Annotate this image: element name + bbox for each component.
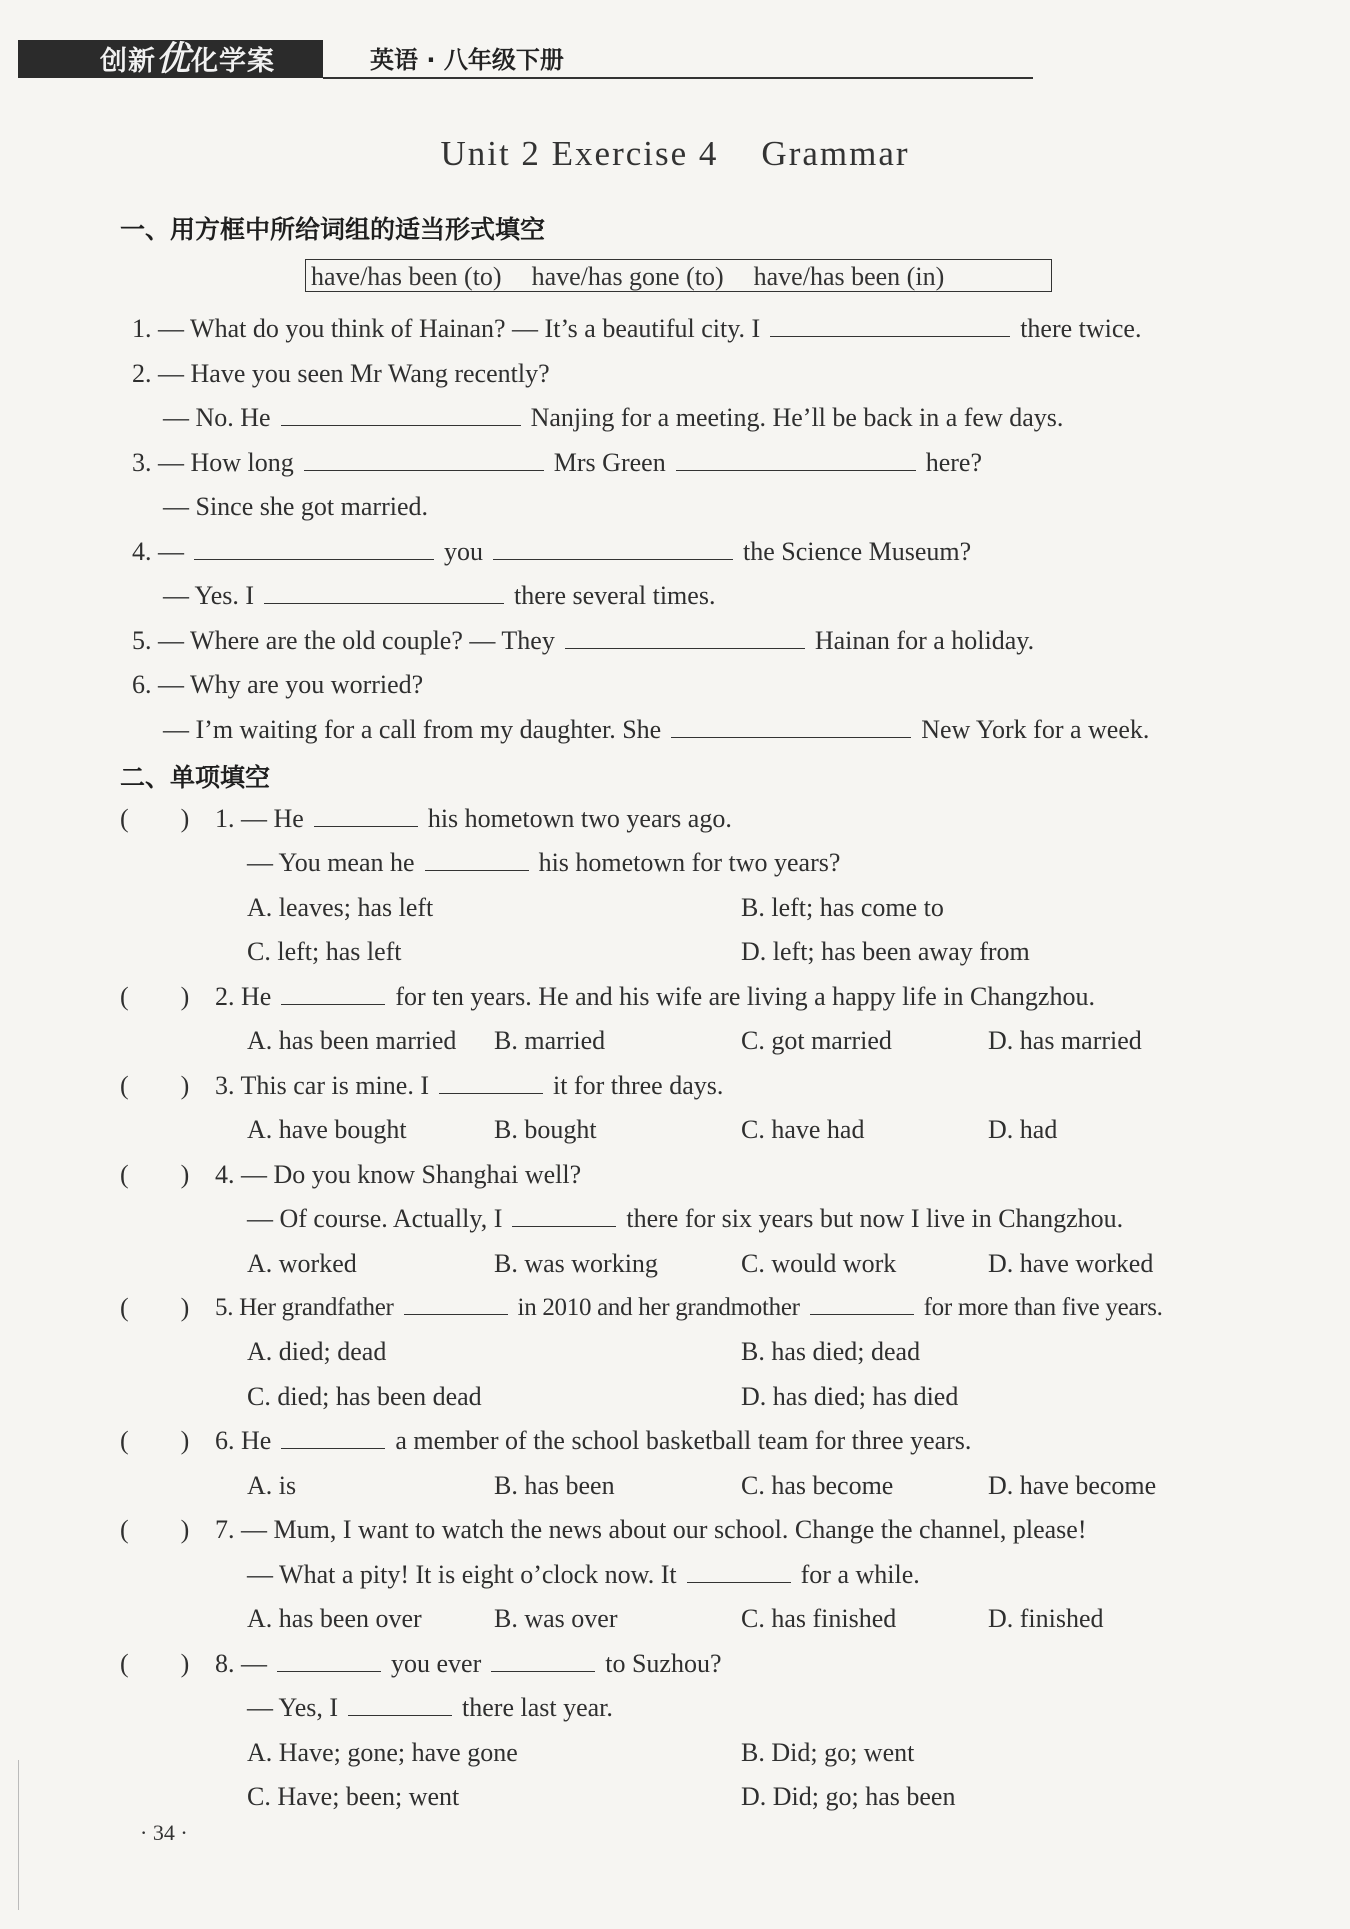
answer-paren[interactable]: ( ) xyxy=(120,1649,190,1678)
q8-option-a: A. Have; gone; have gone xyxy=(247,1738,518,1767)
q2-option-d: D. has married xyxy=(988,1026,1142,1055)
q6-option-b: B. has been xyxy=(494,1471,615,1500)
s1-item-5: 5. — Where are the old couple? — They Hainan for a holiday. xyxy=(132,626,1035,655)
q2-option-b: B. married xyxy=(494,1026,606,1055)
answer-blank[interactable] xyxy=(404,1292,508,1315)
q4-option-d: D. have worked xyxy=(988,1249,1154,1278)
answer-paren[interactable]: ( ) xyxy=(120,1071,190,1100)
s1-item-3-answer: — Since she got married. xyxy=(163,492,428,521)
q6-option-d: D. have become xyxy=(988,1471,1157,1500)
q5-option-d: D. has died; has died xyxy=(741,1382,959,1411)
q4-option-a: A. worked xyxy=(247,1249,357,1278)
answer-paren[interactable]: ( ) xyxy=(120,1426,190,1455)
answer-blank[interactable] xyxy=(810,1292,914,1315)
brand-logo: 创新优化学案 xyxy=(100,39,275,79)
s1-item-6: 6. — Why are you worried? xyxy=(132,670,424,699)
header-rule xyxy=(323,77,1033,79)
answer-blank[interactable] xyxy=(348,1693,452,1716)
q2-option-a: A. has been married xyxy=(247,1026,457,1055)
q7-stem: 7. — Mum, I want to watch the news about our school. Change the channel, please! xyxy=(215,1515,1087,1544)
page-number: · 34 · xyxy=(140,1820,188,1845)
q8-option-c: C. Have; been; went xyxy=(247,1782,460,1811)
answer-blank[interactable] xyxy=(281,1426,385,1449)
q1-option-c: C. left; has left xyxy=(247,937,402,966)
s1-item-3: 3. — How long Mrs Green here? xyxy=(132,448,982,477)
q1-option-d: D. left; has been away from xyxy=(741,937,1030,966)
answer-blank[interactable] xyxy=(277,1649,381,1672)
q7-stem2: — What a pity! It is eight o’clock now. It for a while. xyxy=(247,1560,920,1589)
q1-stem: 1. — He his hometown two years ago. xyxy=(215,804,732,833)
page-title: Unit 2 Exercise 4 Grammar xyxy=(440,134,910,173)
q5-option-c: C. died; has been dead xyxy=(247,1382,482,1411)
q1-stem2: — You mean he his hometown for two years? xyxy=(247,848,841,877)
answer-paren[interactable]: ( ) xyxy=(120,982,190,1011)
answer-blank[interactable] xyxy=(264,581,504,604)
answer-blank[interactable] xyxy=(687,1560,791,1583)
answer-blank[interactable] xyxy=(281,982,385,1005)
q7-option-a: A. has been over xyxy=(247,1604,422,1633)
section2-heading: 二、单项填空 xyxy=(120,763,271,792)
q3-option-c: C. have had xyxy=(741,1115,865,1144)
answer-blank[interactable] xyxy=(671,715,911,738)
answer-blank[interactable] xyxy=(493,537,733,560)
answer-blank[interactable] xyxy=(281,403,521,426)
q8-stem: 8. — you ever to Suzhou? xyxy=(215,1649,722,1678)
answer-blank[interactable] xyxy=(425,848,529,871)
s1-item-4-answer: — Yes. I there several times. xyxy=(163,581,716,610)
answer-paren[interactable]: ( ) xyxy=(120,1160,190,1189)
q8-stem2: — Yes, I there last year. xyxy=(247,1693,613,1722)
q3-stem: 3. This car is mine. I it for three days. xyxy=(215,1071,724,1100)
q4-option-c: C. would work xyxy=(741,1249,897,1278)
q1-option-b: B. left; has come to xyxy=(741,893,944,922)
q4-stem2: — Of course. Actually, I there for six years but now I live in Changzhou. xyxy=(247,1204,1124,1233)
answer-blank[interactable] xyxy=(314,804,418,827)
subject-label: 英语 · 八年级下册 xyxy=(370,46,564,74)
q3-option-a: A. have bought xyxy=(247,1115,407,1144)
q6-stem: 6. He a member of the school basketball team for three years. xyxy=(215,1426,972,1455)
q5-stem: 5. Her grandfather in 2010 and her grandmother for more than five years. xyxy=(215,1294,1163,1321)
q6-option-a: A. is xyxy=(247,1471,297,1500)
page-edge-line xyxy=(18,1760,19,1910)
q4-option-b: B. was working xyxy=(494,1249,658,1278)
answer-blank[interactable] xyxy=(676,448,916,471)
s1-item-4: 4. — you the Science Museum? xyxy=(132,537,972,566)
answer-paren[interactable]: ( ) xyxy=(120,804,190,833)
q2-option-c: C. got married xyxy=(741,1026,892,1055)
q2-stem: 2. He for ten years. He and his wife are living a happy life in Changzhou. xyxy=(215,982,1095,1011)
s1-item-2-answer: — No. He Nanjing for a meeting. He’ll be back in a few days. xyxy=(163,403,1064,432)
q3-option-d: D. had xyxy=(988,1115,1058,1144)
q8-option-d: D. Did; go; has been xyxy=(741,1782,956,1811)
q7-option-c: C. has finished xyxy=(741,1604,897,1633)
answer-blank[interactable] xyxy=(491,1649,595,1672)
q7-option-b: B. was over xyxy=(494,1604,618,1633)
q4-stem: 4. — Do you know Shanghai well? xyxy=(215,1160,582,1189)
answer-paren[interactable]: ( ) xyxy=(120,1293,190,1322)
q1-option-a: A. leaves; has left xyxy=(247,893,434,922)
answer-paren[interactable]: ( ) xyxy=(120,1515,190,1544)
s1-item-2: 2. — Have you seen Mr Wang recently? xyxy=(132,359,550,388)
answer-blank[interactable] xyxy=(304,448,544,471)
answer-blank[interactable] xyxy=(770,314,1010,337)
q7-option-d: D. finished xyxy=(988,1604,1104,1633)
q8-option-b: B. Did; go; went xyxy=(741,1738,915,1767)
q3-option-b: B. bought xyxy=(494,1115,597,1144)
word-box: have/has been (to) have/has gone (to) have/has been (in) xyxy=(305,259,1052,292)
answer-blank[interactable] xyxy=(565,626,805,649)
answer-blank[interactable] xyxy=(439,1071,543,1094)
answer-blank[interactable] xyxy=(194,537,434,560)
answer-blank[interactable] xyxy=(512,1204,616,1227)
q5-option-a: A. died; dead xyxy=(247,1337,387,1366)
q6-option-c: C. has become xyxy=(741,1471,894,1500)
s1-item-1: 1. — What do you think of Hainan? — It’s a beautiful city. I there twice. xyxy=(132,314,1142,343)
q5-option-b: B. has died; dead xyxy=(741,1337,921,1366)
s1-item-6-answer: — I’m waiting for a call from my daughter. She New York for a week. xyxy=(163,715,1150,744)
section1-heading: 一、用方框中所给词组的适当形式填空 xyxy=(120,215,546,244)
